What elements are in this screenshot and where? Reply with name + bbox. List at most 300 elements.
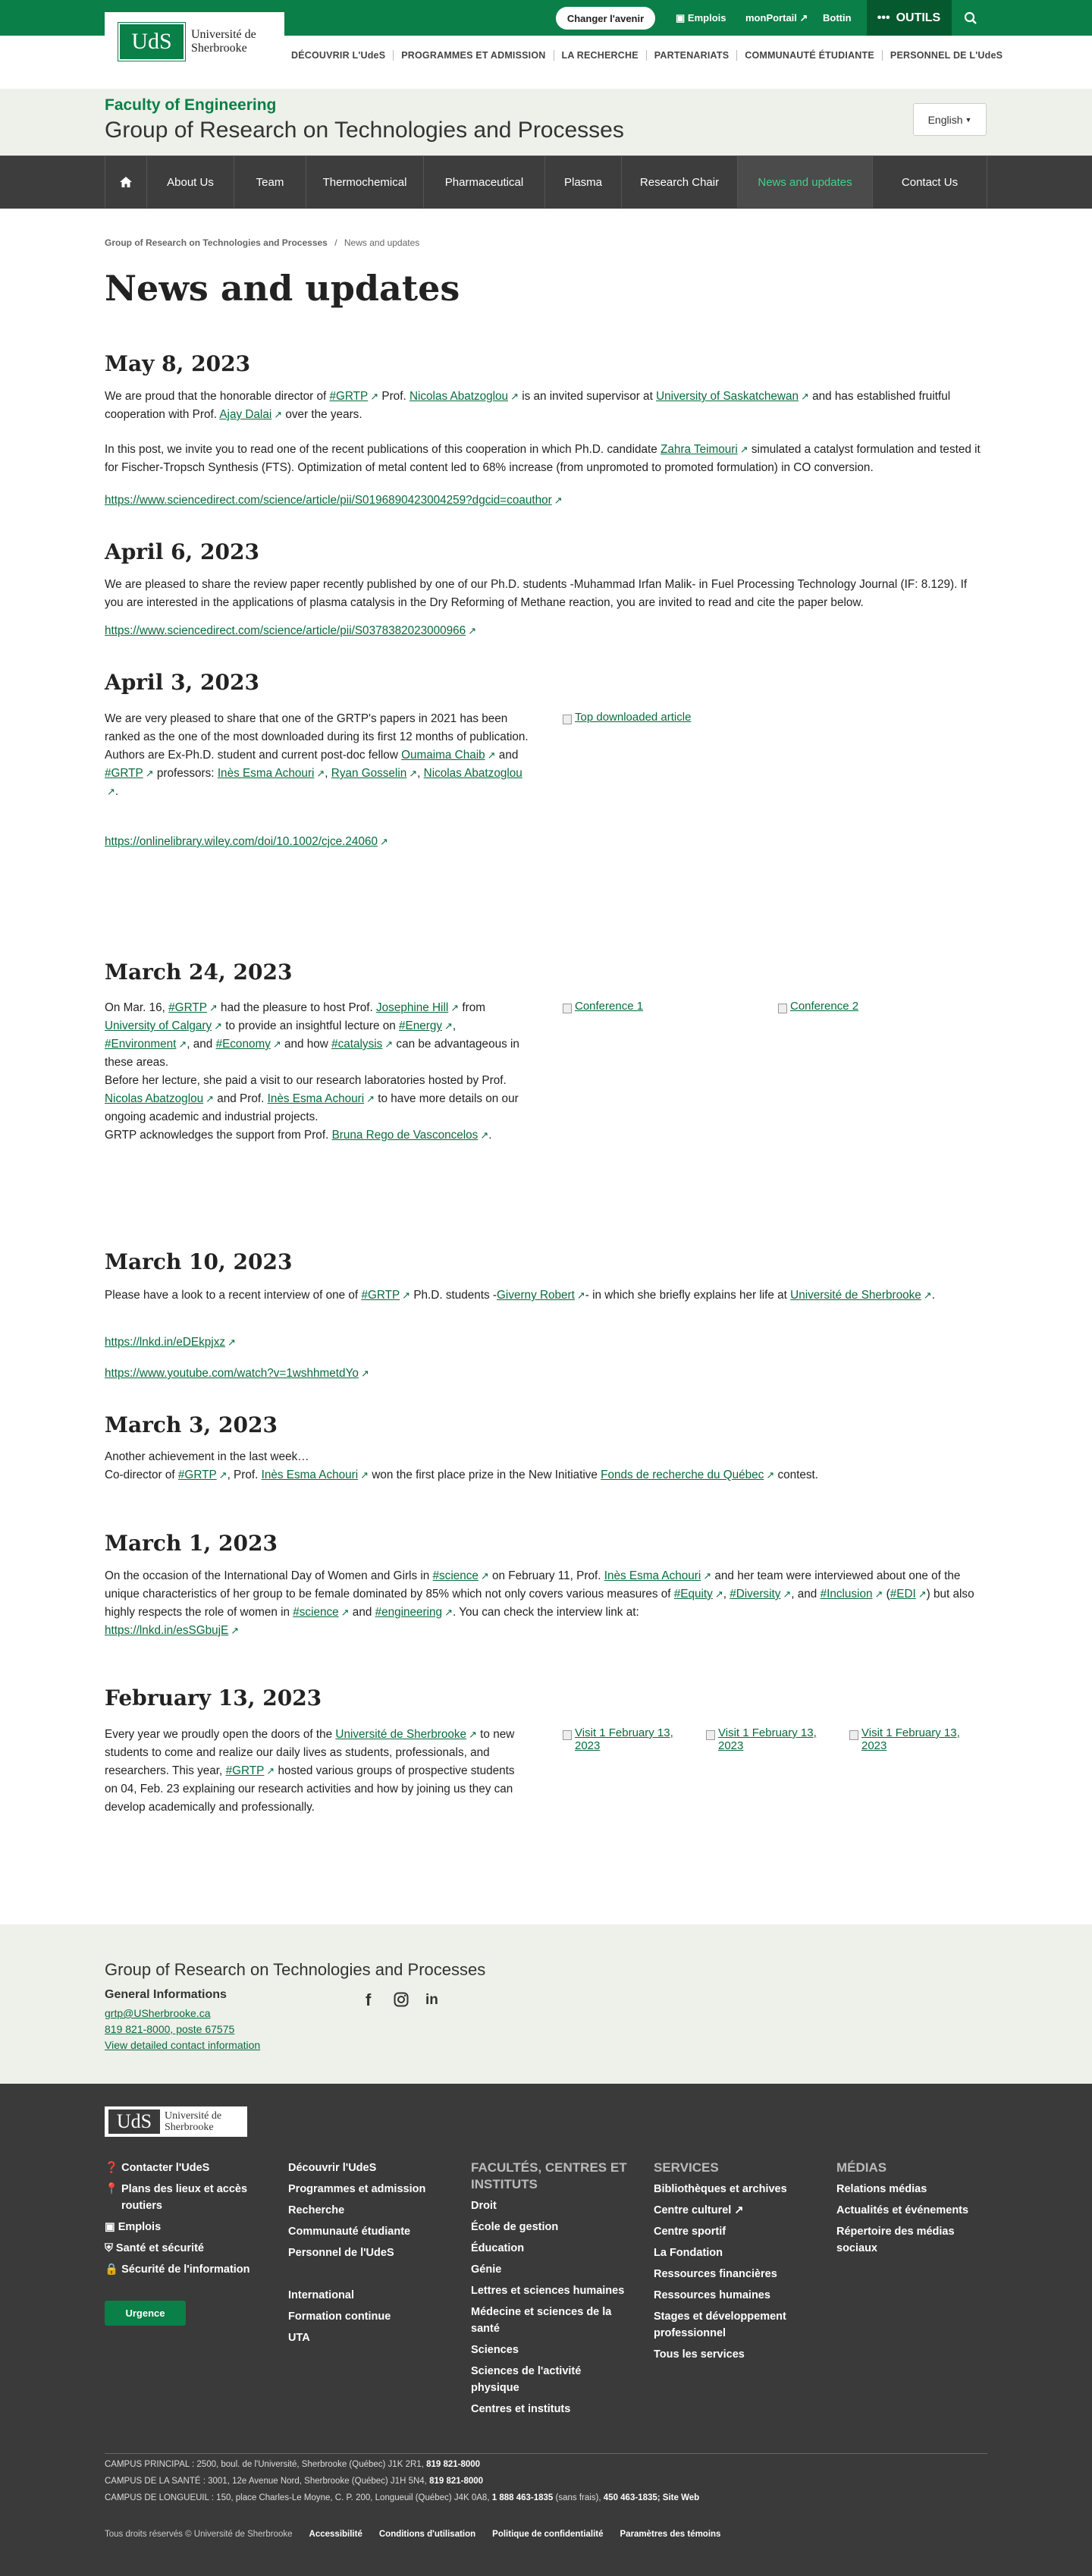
news-paragraph: [105, 1286, 987, 1305]
external-link-icon: ↗: [370, 391, 379, 402]
image-alt: Visit 1 February 13, 2023: [718, 1726, 817, 1752]
external-link-icon: ↗: [206, 1093, 215, 1104]
footer-link[interactable]: Communauté étudiante: [288, 2226, 411, 2238]
page-title: News and updates: [105, 268, 460, 309]
external-link-icon: ↗: [487, 749, 496, 761]
group-title[interactable]: Group of Research on Technologies and Processes: [105, 118, 624, 143]
footer-health-link[interactable]: [105, 2240, 256, 2257]
environment-hashtag-link[interactable]: #Environment: [105, 1038, 177, 1051]
text: had the pleasure to host Prof.: [217, 1001, 377, 1014]
external-link-icon: ↗: [340, 1607, 350, 1618]
science-hashtag-link[interactable]: #science: [293, 1606, 339, 1619]
bottin-link[interactable]: Bottin: [823, 12, 852, 24]
inclusion-hashtag-link[interactable]: #Inclusion: [820, 1588, 873, 1601]
footer-col-heading: MÉDIAS: [836, 2160, 887, 2175]
external-link-icon: ↗: [766, 1469, 775, 1481]
grtp-hashtag-link[interactable]: #GRTP: [361, 1289, 400, 1302]
logo-line2: Sherbrooke: [191, 42, 247, 55]
image-alt: Top downloaded article: [575, 711, 692, 724]
news-paragraph: [105, 388, 987, 424]
news-paragraph: [105, 492, 563, 510]
grtp-hashtag-link[interactable]: #GRTP: [225, 1764, 265, 1777]
conference-2-image[interactable]: [778, 1000, 858, 1013]
phone[interactable]: 819 821-8000: [426, 2460, 481, 2469]
cookie-settings-link[interactable]: Paramètres des témoins: [620, 2530, 721, 2539]
robert-link[interactable]: Giverny Robert: [497, 1289, 575, 1302]
external-link-icon: ↗: [360, 1368, 369, 1379]
footer-col-university: [288, 2160, 447, 2351]
text: Another achievement in the last week…: [105, 1450, 309, 1463]
faculty-banner: [0, 89, 1092, 156]
breadcrumb-separator: /: [334, 237, 337, 248]
campus-principal: [105, 2460, 480, 2469]
external-link-icon: ↗: [107, 786, 115, 797]
footer-divider: [105, 2453, 987, 2454]
text: and her team were interviewed about one of the unique characteristics of her group to be female dominated by 85% which not only covers various measures of: [105, 1569, 961, 1601]
text: and: [495, 749, 519, 762]
achouri-link[interactable]: Inès Esma Achouri: [604, 1569, 701, 1582]
external-link-icon: ↗: [316, 768, 325, 779]
text: Before her lecture, she paid a visit to our research laboratories hosted by Prof.: [105, 1074, 507, 1087]
phone[interactable]: 1 888 463-1835: [491, 2493, 554, 2502]
footer-link[interactable]: Découvrir l'UdeS: [288, 2162, 377, 2174]
udes-logo[interactable]: [105, 12, 284, 71]
text: On Mar. 16,: [105, 1001, 169, 1014]
text: CAMPUS PRINCIPAL : 2500, boul. de l'Université, Sherbrooke (Québec) J1K 2R1,: [105, 2460, 424, 2469]
external-link-icon: ↗: [274, 409, 283, 420]
text: Every year we proudly open the doors of the: [105, 1728, 336, 1741]
text: over the years.: [282, 408, 362, 421]
news-paragraph: [105, 1365, 369, 1383]
label: Plans des lieux et accès routiers: [121, 2183, 248, 2212]
footer-link[interactable]: Droit: [471, 2200, 497, 2212]
text: (sans frais),: [553, 2493, 604, 2502]
footer-link[interactable]: [654, 2202, 813, 2219]
external-link-icon: ↗: [209, 1002, 218, 1013]
text: On the occasion of the International Day of Women and Girls in: [105, 1569, 433, 1582]
footer-link[interactable]: Programmes et admission: [288, 2183, 426, 2195]
text-line: [105, 1466, 987, 1484]
text: to provide an insightful lecture on: [222, 1019, 400, 1032]
home-icon: [119, 176, 133, 188]
external-link-icon: ↗: [214, 1020, 223, 1032]
visit-image-2[interactable]: [706, 1726, 835, 1752]
authors-line: [105, 746, 529, 801]
image-alt: Visit 1 February 13, 2023: [575, 1726, 673, 1752]
external-link-icon: ↗: [218, 1469, 228, 1481]
footer-link[interactable]: Personnel de l'UdeS: [288, 2247, 394, 2259]
nav-home[interactable]: [105, 156, 146, 208]
text: on February 11, Prof.: [488, 1569, 604, 1582]
achouri-link[interactable]: Inès Esma Achouri: [267, 1092, 365, 1105]
language-select[interactable]: [913, 103, 987, 136]
footer-infosec-link[interactable]: [105, 2261, 256, 2278]
external-link-icon: ↗: [796, 12, 808, 24]
footer-link[interactable]: Actualités et événements: [836, 2204, 969, 2216]
caret-down-icon: ▼: [965, 115, 972, 124]
external-link-icon: ↗: [714, 1588, 723, 1600]
footer-link[interactable]: UTA: [288, 2332, 310, 2344]
external-link-icon: ↗: [480, 1570, 489, 1582]
change-future-button[interactable]: Changer l'avenir: [556, 7, 655, 30]
footer-link[interactable]: Médecine et sciences de la santé: [471, 2306, 612, 2335]
text: and: [349, 1606, 375, 1619]
footer-link[interactable]: International: [288, 2289, 355, 2301]
visit-image-3[interactable]: [849, 1726, 978, 1752]
grtp-hashtag-link[interactable]: #GRTP: [329, 390, 369, 403]
external-link-icon: ↗: [272, 1038, 281, 1050]
footer-link[interactable]: Bibliothèques et archives: [654, 2183, 787, 2195]
image-alt: Conference 1: [575, 1000, 644, 1013]
grtp-hashtag-link[interactable]: #GRTP: [168, 1001, 207, 1014]
footer-link[interactable]: Éducation: [471, 2242, 525, 2254]
label: Santé et sécurité: [115, 2242, 204, 2254]
external-link-icon: ↗: [360, 1469, 369, 1481]
teimouri-link[interactable]: Zahra Teimouri: [661, 443, 738, 456]
breadcrumb-home[interactable]: Group of Research on Technologies and Processes: [105, 237, 328, 248]
text: Co-director of: [105, 1469, 178, 1481]
broken-image-icon: [563, 1004, 572, 1013]
external-link-icon: ↗: [800, 391, 809, 402]
text: , and: [187, 1038, 216, 1051]
external-link-icon: ↗: [918, 1588, 927, 1600]
logo-mark: UdS: [118, 23, 185, 61]
general-info-heading: General Informations: [105, 1988, 227, 2001]
text: is an invited supervisor at: [518, 390, 657, 403]
text: and how: [281, 1038, 332, 1051]
achouri-link[interactable]: Inès Esma Achouri: [261, 1469, 359, 1481]
external-link-icon: ↗: [783, 1588, 792, 1600]
nav-thermochemical[interactable]: Thermochemical: [306, 156, 423, 208]
footer-link[interactable]: Tous les services: [654, 2348, 745, 2361]
chaib-link[interactable]: Oumaima Chaib: [401, 749, 485, 762]
text: Please have a look to a recent interview of one of: [105, 1289, 362, 1302]
news-date: April 3, 2023: [105, 670, 259, 695]
footer-col-services: [654, 2160, 813, 2367]
text: GRTP acknowledges the support from Prof.: [105, 1129, 332, 1142]
text: , and: [791, 1588, 821, 1601]
linkedin-icon[interactable]: in: [425, 1992, 438, 2008]
label: Centre culturel: [654, 2204, 732, 2216]
terms-link[interactable]: Conditions d'utilisation: [378, 2530, 476, 2539]
group-footer: [0, 1924, 1092, 2084]
main-nav: [0, 156, 1092, 209]
broken-image-icon: [706, 1730, 715, 1740]
gosselin-link[interactable]: Ryan Gosselin: [331, 767, 407, 780]
external-link-icon: ↗: [402, 1290, 411, 1301]
footer-logo-line2: Sherbrooke: [165, 2122, 214, 2133]
breadcrumb: [105, 237, 419, 248]
external-link-icon: ↗: [469, 1729, 477, 1740]
text: Ph.D. students -: [410, 1289, 497, 1302]
footer-plans-link[interactable]: [105, 2181, 256, 2214]
saskatchewan-link[interactable]: University of Saskatchewan: [656, 390, 799, 403]
external-link-icon: ↗: [178, 1038, 187, 1050]
search-button[interactable]: [951, 0, 989, 36]
footer-link[interactable]: Ressources financières: [654, 2268, 777, 2280]
external-link-icon: ↗: [366, 1093, 375, 1104]
monportail-label: monPortail: [745, 12, 797, 24]
external-link-icon: ↗: [703, 1570, 712, 1582]
image-alt: Visit 1 February 13, 2023: [861, 1726, 960, 1752]
external-link-icon: ↗: [874, 1588, 883, 1600]
diversity-hashtag-link[interactable]: #Diversity: [730, 1588, 781, 1601]
footer-group-title: Group of Research on Technologies and Processes: [105, 1960, 486, 1979]
text: won the first place prize in the New Initiative: [369, 1469, 601, 1481]
sciencedirect-link[interactable]: https://www.sciencedirect.com/science/article/pii/S0378382023000966: [105, 624, 466, 637]
phone[interactable]: 450 463-1835: [603, 2493, 657, 2502]
text: In this post, we invite you to read one of the recent publications of this cooperation in which Ph.D. candidate: [105, 443, 661, 456]
footer-link[interactable]: Sciences: [471, 2344, 519, 2356]
text: .: [488, 1129, 492, 1142]
abatzoglou-link[interactable]: Nicolas Abatzoglou: [105, 1092, 204, 1105]
nav-pharmaceutical[interactable]: Pharmaceutical: [423, 156, 544, 208]
phone[interactable]: 819 821-8000: [429, 2477, 484, 2486]
campus-sante: [105, 2477, 483, 2486]
visit-image-1[interactable]: [563, 1726, 692, 1752]
subnav-communaute[interactable]: COMMUNAUTÉ ÉTUDIANTE: [737, 50, 883, 61]
text: CAMPUS DE LONGUEUIL : 150, place Charles-Le Moyne, C. P. 200, Longueuil (Québec) J4K 0A8,: [105, 2493, 490, 2502]
external-link-icon: ↗: [468, 625, 477, 636]
footer-link[interactable]: La Fondation: [654, 2247, 723, 2259]
linkedin-url-link[interactable]: https://lnkd.in/eDEkpjxz: [105, 1336, 225, 1349]
external-link-icon: ↗: [444, 1020, 453, 1032]
breadcrumb-current: News and updates: [344, 237, 420, 248]
text: .: [115, 785, 119, 798]
search-icon: [964, 11, 977, 25]
text: Prof.: [378, 390, 410, 403]
shield-icon: ⛨: [105, 2242, 116, 2254]
email-link[interactable]: grtp@USherbrooke.ca: [105, 2007, 211, 2019]
broken-image-icon: [563, 1730, 572, 1740]
footer-link[interactable]: Centre sportif: [654, 2226, 726, 2238]
achouri-link[interactable]: Inès Esma Achouri: [217, 767, 315, 780]
footer-link[interactable]: École de gestion: [471, 2221, 559, 2233]
news-date: February 13, 2023: [105, 1685, 322, 1711]
footer-link[interactable]: Relations médias: [836, 2183, 927, 2195]
map-pin-icon: 📍: [105, 2183, 119, 2195]
news-paragraph: We are pleased to share the review paper recently published by one of our Ph.D. students -Muhammad Irfan Malik- in Fuel Processing Technology Journal (IF: 8.129). If you are interested in the applications of plasma catalysis in the Dry Reforming of Methane reaction, you are invited to read and cite the paper below.: [105, 578, 968, 609]
abatzoglou-link[interactable]: Nicolas Abatzoglou: [423, 767, 522, 780]
urgence-button[interactable]: Urgence: [105, 2301, 186, 2326]
vasconcelos-link[interactable]: Bruna Rego de Vasconcelos: [331, 1129, 479, 1142]
footer-logo-line1: Université de: [165, 2110, 222, 2122]
external-link-icon: ↗: [379, 836, 388, 847]
footer-col-media: [836, 2160, 981, 2261]
news-paragraph: [105, 999, 529, 1145]
external-link-icon: ↗: [384, 1038, 394, 1050]
nav-contact-us[interactable]: Contact Us: [872, 156, 987, 208]
tools-label: OUTILS: [896, 11, 941, 24]
sciencedirect-link[interactable]: https://www.sciencedirect.com/science/article/pii/S0196890423004259?dgcid=coauthor: [105, 494, 552, 507]
youtube-url-link[interactable]: https://www.youtube.com/watch?v=1wshhmetdYo: [105, 1367, 359, 1380]
subnav-personnel[interactable]: PERSONNEL DE L'UdeS: [890, 50, 1003, 61]
subnav-programmes[interactable]: PROGRAMMES ET ADMISSION: [394, 50, 554, 61]
external-link-icon: ↗: [554, 495, 563, 506]
conference-1-image[interactable]: [563, 1000, 643, 1013]
subnav-partenariats[interactable]: PARTENARIATS: [647, 50, 737, 61]
subnav-recherche[interactable]: LA RECHERCHE: [554, 50, 647, 61]
broken-image-icon: [778, 1004, 787, 1013]
text: contest.: [774, 1469, 819, 1481]
lock-icon: 🔒: [105, 2263, 122, 2276]
briefcase-icon: ▣: [105, 2221, 118, 2233]
subnav-decouvrir[interactable]: DÉCOUVRIR L'UdeS: [291, 50, 394, 61]
news-date: May 8, 2023: [105, 351, 251, 376]
nav-news-and-updates[interactable]: News and updates: [737, 156, 872, 208]
grtp-hashtag-link[interactable]: #GRTP: [177, 1469, 217, 1481]
footer-contact-link[interactable]: [105, 2160, 256, 2176]
logo-line1: Université de: [191, 28, 256, 41]
footer-link[interactable]: Centres et instituts: [471, 2403, 571, 2415]
text: We are proud that the honorable director of: [105, 390, 330, 403]
text: professors:: [153, 767, 218, 780]
footer-col-faculties: [471, 2160, 630, 2422]
text: hosted various groups of prospective students on 04, Feb. 23 explaining our research activities and how by joining us they can develop academically and professionally.: [105, 1764, 515, 1814]
faculty-name[interactable]: Faculty of Engineering: [105, 96, 277, 114]
external-link-icon: ↗: [231, 1625, 240, 1636]
external-link-icon: ↗: [731, 2204, 744, 2216]
economy-hashtag-link[interactable]: #Economy: [215, 1038, 271, 1051]
dots-icon: •••: [877, 11, 890, 24]
website-link[interactable]: ; Site Web: [657, 2493, 700, 2502]
label: Emplois: [118, 2221, 162, 2233]
text: ) but also highly respects the role of women in: [105, 1588, 974, 1619]
accessibility-link[interactable]: Accessibilité: [309, 2530, 362, 2539]
phone-link[interactable]: 819 821-8000, poste 67575: [105, 2023, 235, 2035]
text: ,: [417, 767, 424, 780]
news-paragraph: [105, 710, 529, 801]
frq-link[interactable]: Fonds de recherche du Québec: [601, 1469, 764, 1481]
text: .: [931, 1289, 935, 1302]
footer-link[interactable]: Formation continue: [288, 2311, 391, 2323]
jobs-link[interactable]: [676, 12, 726, 24]
footer-col-heading: SERVICES: [654, 2160, 719, 2175]
broken-image-icon: [849, 1730, 858, 1740]
news-paragraph: [105, 622, 476, 640]
external-link-icon: ↗: [228, 1337, 236, 1348]
catalysis-hashtag-link[interactable]: #catalysis: [331, 1038, 383, 1051]
copyright: Tous droits réservés © Université de Sherbrooke: [105, 2530, 293, 2539]
science-hashtag-link[interactable]: #science: [432, 1569, 479, 1582]
news-date: March 1, 2023: [105, 1531, 278, 1556]
footer-link[interactable]: Stages et développement professionnel: [654, 2311, 786, 2339]
text: We are very pleased to share that one of the GRTP's papers in 2021 has been ranked as the one of the most downloaded during its first 12 months of publication.: [105, 712, 529, 743]
tools-button[interactable]: [867, 0, 951, 36]
text: from: [459, 1001, 485, 1014]
spacer: [288, 2266, 447, 2282]
wiley-link[interactable]: https://onlinelibrary.wiley.com/doi/10.1002/cjce.24060: [105, 835, 378, 848]
news-date: April 6, 2023: [105, 539, 259, 564]
footer-link[interactable]: Lettres et sciences humaines: [471, 2285, 625, 2297]
language-label: English: [927, 113, 963, 126]
text: ,: [723, 1588, 730, 1601]
external-link-icon: ↗: [510, 391, 519, 402]
dalai-link[interactable]: Ajay Dalai: [219, 408, 272, 421]
edi-hashtag-link[interactable]: #EDI: [890, 1588, 916, 1601]
news-paragraph: [105, 1448, 987, 1484]
footer-link[interactable]: Sciences de l'activité physique: [471, 2365, 582, 2394]
udes-link[interactable]: Université de Sherbrooke: [335, 1728, 467, 1741]
text: ,: [452, 1019, 457, 1032]
external-link-icon: ↗: [444, 1607, 453, 1618]
text: to new students to come and realize our daily lives as students, professionals, and researchers. This year,: [105, 1728, 515, 1777]
text: and Prof.: [214, 1092, 268, 1105]
text: , Prof.: [227, 1469, 262, 1481]
grtp-hashtag-link[interactable]: #GRTP: [105, 767, 143, 780]
calgary-link[interactable]: University of Calgary: [105, 1019, 212, 1032]
text: CAMPUS DE LA SANTÉ : 3001, 12e Avenue Nord, Sherbrooke (Québec) J1H 5N4,: [105, 2477, 427, 2486]
question-icon: ❓: [105, 2162, 122, 2174]
engineering-hashtag-link[interactable]: #engineering: [375, 1606, 443, 1619]
external-link-icon: ↗: [145, 768, 154, 779]
news-date: March 3, 2023: [105, 1412, 278, 1437]
nav-research-chair[interactable]: Research Chair: [621, 156, 737, 208]
news-paragraph: [105, 1726, 529, 1817]
news-date: March 10, 2023: [105, 1249, 293, 1274]
news-paragraph: [105, 833, 388, 851]
nav-plasma[interactable]: Plasma: [544, 156, 621, 208]
text: to have more details on our ongoing academic and industrial projects.: [105, 1092, 519, 1123]
secondary-nav: [291, 50, 1010, 61]
facebook-icon[interactable]: f: [366, 1990, 372, 2009]
legal-bar: [105, 2530, 720, 2539]
footer-link[interactable]: Répertoire des médias sociaux: [836, 2226, 955, 2254]
jobs-label: Emplois: [687, 12, 726, 24]
monportail-link[interactable]: [745, 12, 808, 24]
text: and has established fruitful cooperation with Prof.: [105, 390, 951, 421]
udes-link[interactable]: Université de Sherbrooke: [790, 1289, 921, 1302]
footer-link[interactable]: Génie: [471, 2263, 502, 2276]
news-date: March 24, 2023: [105, 960, 293, 985]
footer-col-heading: FACULTÉS, CENTRES ET INSTITUTS: [471, 2160, 627, 2191]
top-downloaded-image[interactable]: [563, 711, 691, 724]
text: . You can check the interview link at:: [452, 1606, 639, 1619]
broken-image-icon: [563, 715, 572, 724]
news-paragraph: [105, 441, 987, 477]
linkedin-url-link[interactable]: https://lnkd.in/esSGbujE: [105, 1624, 229, 1637]
footer-logo-mark: UdS: [108, 2109, 160, 2134]
footer-jobs-link[interactable]: [105, 2219, 256, 2235]
label: Contacter l'UdeS: [121, 2162, 210, 2174]
footer-link[interactable]: Ressources humaines: [654, 2289, 770, 2301]
external-link-icon: ↗: [923, 1290, 932, 1301]
hill-link[interactable]: Josephine Hill: [376, 1001, 449, 1014]
text: can be advantageous in these areas.: [105, 1038, 519, 1069]
equity-hashtag-link[interactable]: #Equity: [673, 1588, 713, 1601]
text: ,: [325, 767, 331, 780]
nav-team[interactable]: Team: [234, 156, 306, 208]
external-link-icon: ↗: [739, 444, 748, 455]
instagram-icon[interactable]: [394, 1992, 409, 2012]
privacy-link[interactable]: Politique de confidentialité: [492, 2530, 604, 2539]
text: - in which she briefly explains her life at: [585, 1289, 791, 1302]
news-paragraph: [105, 1334, 236, 1352]
abatzoglou-link[interactable]: Nicolas Abatzoglou: [409, 390, 509, 403]
news-paragraph: [105, 1567, 987, 1640]
footer-udes-logo[interactable]: [105, 2106, 247, 2137]
briefcase-icon: ▣: [676, 12, 688, 24]
university-footer: [0, 2084, 1092, 2576]
footer-col-contact: [105, 2160, 256, 2282]
energy-hashtag-link[interactable]: #Energy: [399, 1019, 443, 1032]
external-link-icon: ↗: [266, 1765, 275, 1776]
footer-link[interactable]: Recherche: [288, 2204, 345, 2216]
text: simulated a catalyst formulation and tested it for Fischer-Tropsch Synthesis (FTS). Optimization of metal content led to 68% increase (from unpromoted to promoted formulation) in CO conversion.: [105, 443, 981, 474]
campus-longueuil: [105, 2493, 699, 2502]
contact-details-link[interactable]: View detailed contact information: [105, 2039, 261, 2051]
nav-about-us[interactable]: About Us: [146, 156, 234, 208]
